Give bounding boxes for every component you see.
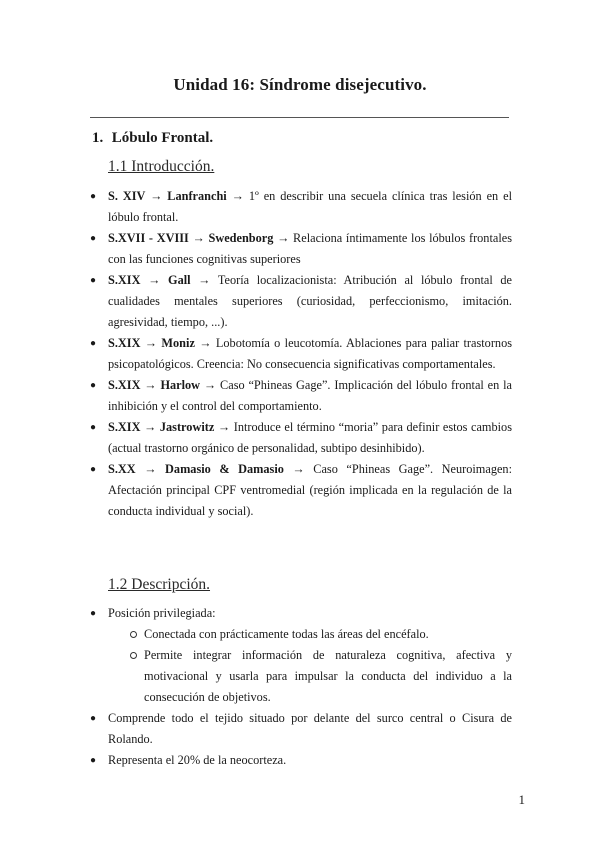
list-item [90, 375, 512, 417]
bullet-icon: ● [90, 755, 97, 766]
item-text: Comprende todo el tejido situado por delante del surco central o Cisura de Rolando. [108, 711, 512, 746]
subsection-heading-intro: 1.1 Introducción. [108, 158, 215, 175]
item-text: Lobotomía o leucotomía. Ablaciones para paliar trastornos psicopatológicos. Creencia: No consecuencia significativas comportamentales. [108, 336, 513, 371]
section-heading [92, 130, 213, 147]
bullet-icon: ● [90, 422, 97, 433]
list-item [90, 270, 512, 333]
bullet-icon: ● [90, 233, 97, 244]
list-item [90, 333, 512, 375]
nested-list-container [90, 624, 512, 708]
subsection-heading-description: 1.2 Descripción. [108, 576, 211, 593]
list-item [90, 228, 512, 270]
description-list [90, 603, 512, 771]
list-item [90, 186, 512, 228]
bullet-icon: ● [90, 713, 97, 724]
sub-list [90, 624, 512, 708]
bullet-icon: ● [90, 191, 97, 202]
sub-item-text: Permite integrar información de naturaleza cognitiva, afectiva y motivacional y usarla para impulsar la conducta del individuo a la consecución de objetivos. [144, 648, 512, 704]
section-title: Lóbulo Frontal. [111, 130, 214, 146]
bullet-icon: ● [90, 338, 97, 349]
page-number: 1 [518, 792, 525, 807]
circle-bullet-icon [130, 652, 137, 659]
title-divider [90, 117, 509, 118]
document-title: Unidad 16: Síndrome disejecutivo. [173, 75, 427, 94]
list-item [90, 459, 512, 522]
item-text: Caso “Phineas Gage”. Neuroimagen: Afectación principal CPF ventromedial (región implicada en la regulación de la conducta individual y social). [108, 462, 512, 518]
item-lead: S.XIX → Jastrowitz → [108, 420, 231, 434]
item-text: 1º en describir una secuela clínica tras lesión en el lóbulo frontal. [108, 189, 512, 224]
bullet-icon: ● [90, 464, 97, 475]
item-text: Teoría localizacionista: Atribución al lóbulo frontal de cualidades mentales superiores (curiosidad, perfeccionismo, imitación. agresividad, tiempo, ...). [108, 273, 512, 329]
list-item [90, 708, 512, 750]
item-text: Introduce el término “moria” para definir estos cambios (actual trastorno orgánico de personalidad, subtipo desinhibido). [108, 420, 512, 455]
item-lead: S.XIX → Moniz → [108, 336, 212, 350]
item-lead: S.XVII - XVIII → Swedenborg → [108, 231, 290, 245]
item-lead: S.XIX → Gall → [108, 273, 211, 287]
sub-list-item [108, 645, 512, 708]
bullet-icon: ● [90, 275, 97, 286]
bullet-icon: ● [90, 608, 97, 619]
circle-bullet-icon [130, 631, 137, 638]
item-text: Posición privilegiada: [108, 606, 216, 620]
intro-list [90, 186, 512, 522]
sub-item-text: Conectada con prácticamente todas las áreas del encéfalo. [144, 627, 429, 641]
item-lead: S.XIX → Harlow → [108, 378, 217, 392]
item-text: Caso “Phineas Gage”. Implicación del lóbulo frontal en la inhibición y el control del comportamiento. [108, 378, 512, 413]
item-text: Relaciona íntimamente los lóbulos frontales con las funciones cognitivas superiores [108, 231, 512, 266]
sub-list-item [108, 624, 512, 645]
item-lead: S.XX → Damasio & Damasio → [108, 462, 305, 476]
bullet-icon: ● [90, 380, 97, 391]
list-item [90, 750, 512, 771]
list-item [90, 603, 512, 624]
list-item [90, 417, 512, 459]
item-lead: S. XIV → Lanfranchi → [108, 189, 244, 203]
section-number: 1. [92, 130, 104, 146]
item-text: Representa el 20% de la neocorteza. [108, 753, 287, 767]
